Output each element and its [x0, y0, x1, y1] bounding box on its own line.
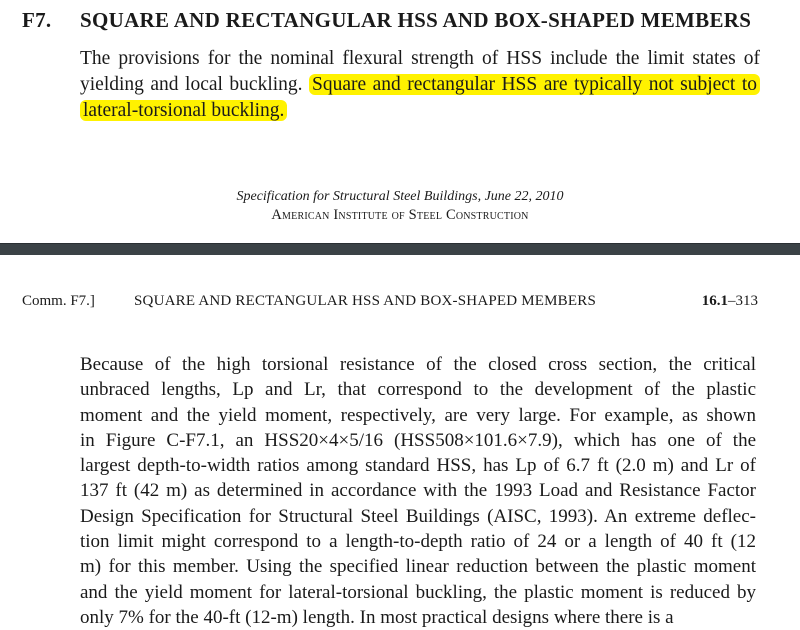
text-line: Because of the high torsional resistance of the closed cross section, the critical [80, 354, 756, 375]
footer-publisher: American Institute of Steel Construction [271, 207, 529, 223]
text-line: unbraced lengths, Lp and Lr, that correspond to the development of the plastic [80, 379, 756, 401]
running-head-section: Comm. F7.] [22, 293, 95, 309]
page-number-prefix: 16.1 [701, 293, 728, 309]
paragraph-plain-text: The provisions for the nominal flexural strength of HSS include the limit states of yielding and local buckling. [80, 48, 760, 95]
text-line: tion limit might correspond to a length-to-depth ratio of 24 or a length of 40 ft (12 [80, 531, 756, 553]
running-head-title: SQUARE AND RECTANGULAR HSS AND BOX-SHAPED MEMBERS [134, 293, 596, 309]
page-number [702, 291, 758, 311]
text-line: largest depth-to-width ratios among standard HSS, has Lp of 6.7 ft (2.0 m) and Lr of [80, 455, 756, 477]
text-line: and the yield moment for lateral-torsional buckling, the plastic moment is reduced by [80, 581, 756, 603]
section-title: SQUARE AND RECTANGULAR HSS AND BOX-SHAPED MEMBERS [80, 8, 752, 32]
highlighted-text[interactable]: Square and rectangular HSS are typically not subject to lateral-torsional buckling. [80, 74, 760, 121]
footer-spec-title: Specification for Structural Steel Buildings, June 22, 2010 [236, 189, 564, 204]
commentary-paragraph [80, 352, 756, 630]
section-number: F7. [22, 8, 52, 32]
upper-page [0, 0, 800, 243]
text-line: m) for this member. Using the specified linear reduction between the plastic moment [80, 556, 756, 578]
section-paragraph [80, 46, 760, 124]
section-heading [22, 8, 780, 33]
running-header [22, 291, 758, 311]
page-footer [0, 187, 800, 225]
text-line: moment and the yield moment, respectively, are very large. For example, as shown [80, 404, 756, 426]
text-line: in Figure C-F7.1, an HSS20×4×5/16 (HSS508×101.6×7.9), which has one of the [80, 429, 756, 451]
page-number-suffix: –313 [728, 293, 758, 309]
text-line: 137 ft (42 m) as determined in accordance with the 1993 Load and Resistance Factor [80, 480, 756, 502]
text-line: only 7% for the 40-ft (12-m) length. In most practical designs where there is a [80, 606, 674, 628]
text-line: Design Specification for Structural Steel Buildings (AISC, 1993). An extreme deflec- [80, 505, 756, 527]
